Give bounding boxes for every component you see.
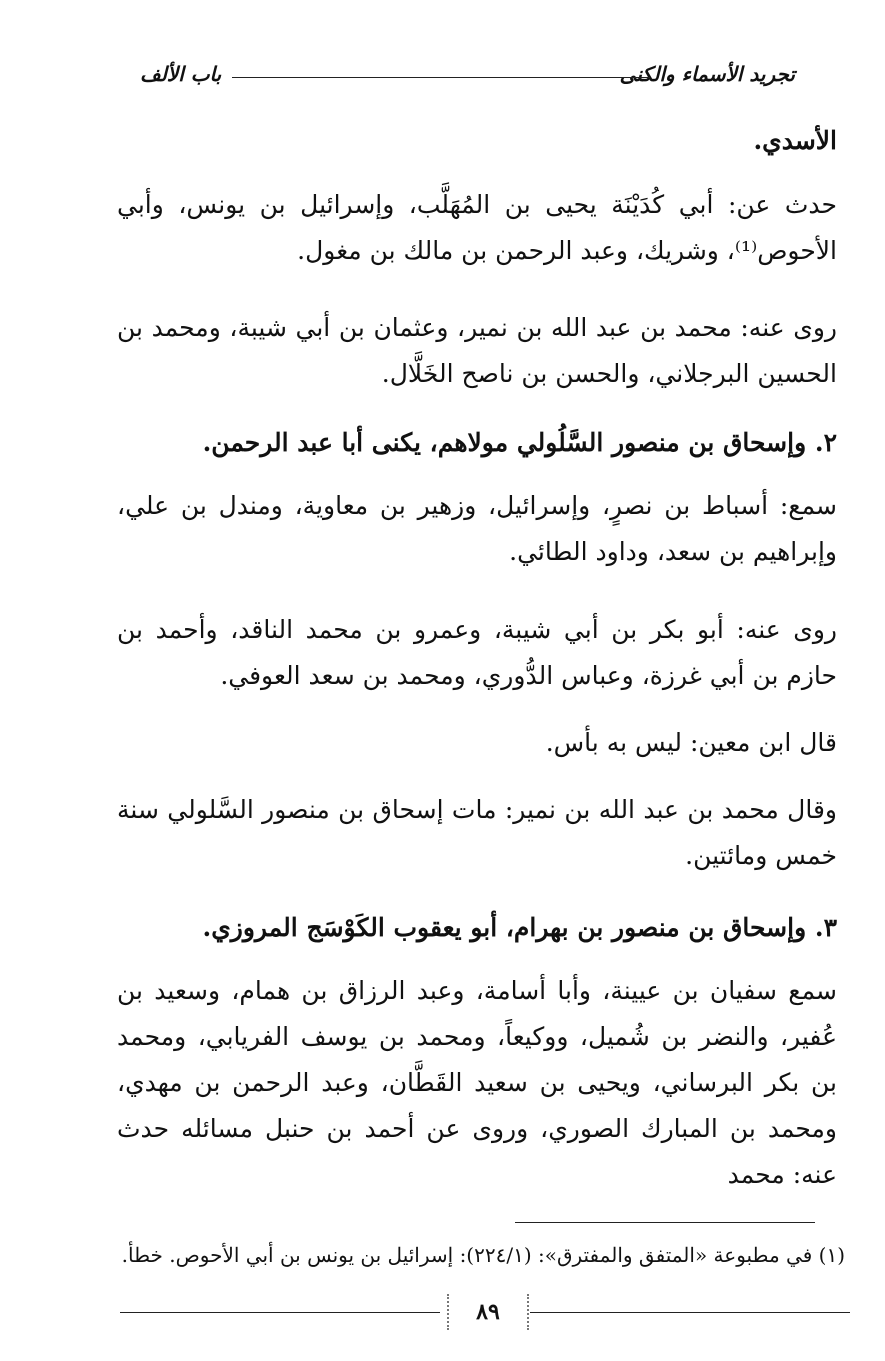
- entry-2-paragraph-2: روى عنه: أبو بكر بن أبي شيبة، وعمرو بن محمد الناقد، وأحمد بن حازم بن أبي غرزة، وعباس الدُّوري، ومحمد بن سعد العوفي.: [117, 615, 837, 690]
- entry-3-heading: ٣. وإسحاق بن منصور بن بهرام، أبو يعقوب الكَوْسَج المروزي.: [202, 913, 837, 942]
- entry-1-paragraph-2: روى عنه: محمد بن عبد الله بن نمير، وعثمان بن أبي شيبة، ومحمد بن الحسين البرجلاني، والحسن بن ناصح الخَلَّال.: [117, 313, 837, 388]
- entry-2-paragraph-1: سمع: أسباط بن نصرٍ، وإسرائيل، وزهير بن معاوية، ومندل بن علي، وإبراهيم بن سعد، وداود الطائي.: [117, 491, 837, 566]
- footnote: (١) في مطبوعة «المتفق والمفترق»: (٢٢٤/١): إسرائيل بن يونس بن أبي الأحوص. خطأ.: [121, 1243, 845, 1267]
- page-number: ٨٩: [447, 1294, 529, 1330]
- footnote-rule: [515, 1222, 815, 1223]
- entry-1-paragraph-1: حدث عن: أبي كُدَيْنَة يحيى بن المُهَلَّب، وإسرائيل بن يونس، وأبي الأحوص⁽¹⁾، وشريك، وعبد الرحمن بن مالك بن مغول.: [117, 190, 837, 265]
- section-title: باب الألف: [140, 62, 222, 86]
- entry-2-paragraph-3: قال ابن معين: ليس به بأس.: [545, 728, 837, 757]
- entry-3-paragraph-1: سمع سفيان بن عيينة، وأبا أسامة، وعبد الرزاق بن همام، وسعيد بن عُفير، والنضر بن شُميل، ووكيعاً، ومحمد بن يوسف الفريابي، ومحمد بن بكر البرساني، ويحيى بن سعيد القَطَّان، وعبد الرحمن بن مهدي، ومحمد بن المبارك الصوري، وروى عن أحمد بن حنبل مسائله حدث عنه: محمد: [117, 976, 837, 1189]
- entry-2-heading: ٢. وإسحاق بن منصور السَّلُولي مولاهم، يكنى أبا عبد الرحمن.: [202, 428, 837, 457]
- entry-2-paragraph-4: وقال محمد بن عبد الله بن نمير: مات إسحاق بن منصور السَّلولي سنة خمس ومائتين.: [117, 795, 837, 870]
- page-number-rule-right: [530, 1312, 850, 1313]
- running-header: [140, 58, 795, 92]
- entry-1-heading: الأسدي.: [753, 126, 837, 155]
- header-rule: [232, 77, 650, 78]
- book-title: تجريد الأسماء والكنى: [619, 62, 795, 86]
- page-number-rule-left: [120, 1312, 440, 1313]
